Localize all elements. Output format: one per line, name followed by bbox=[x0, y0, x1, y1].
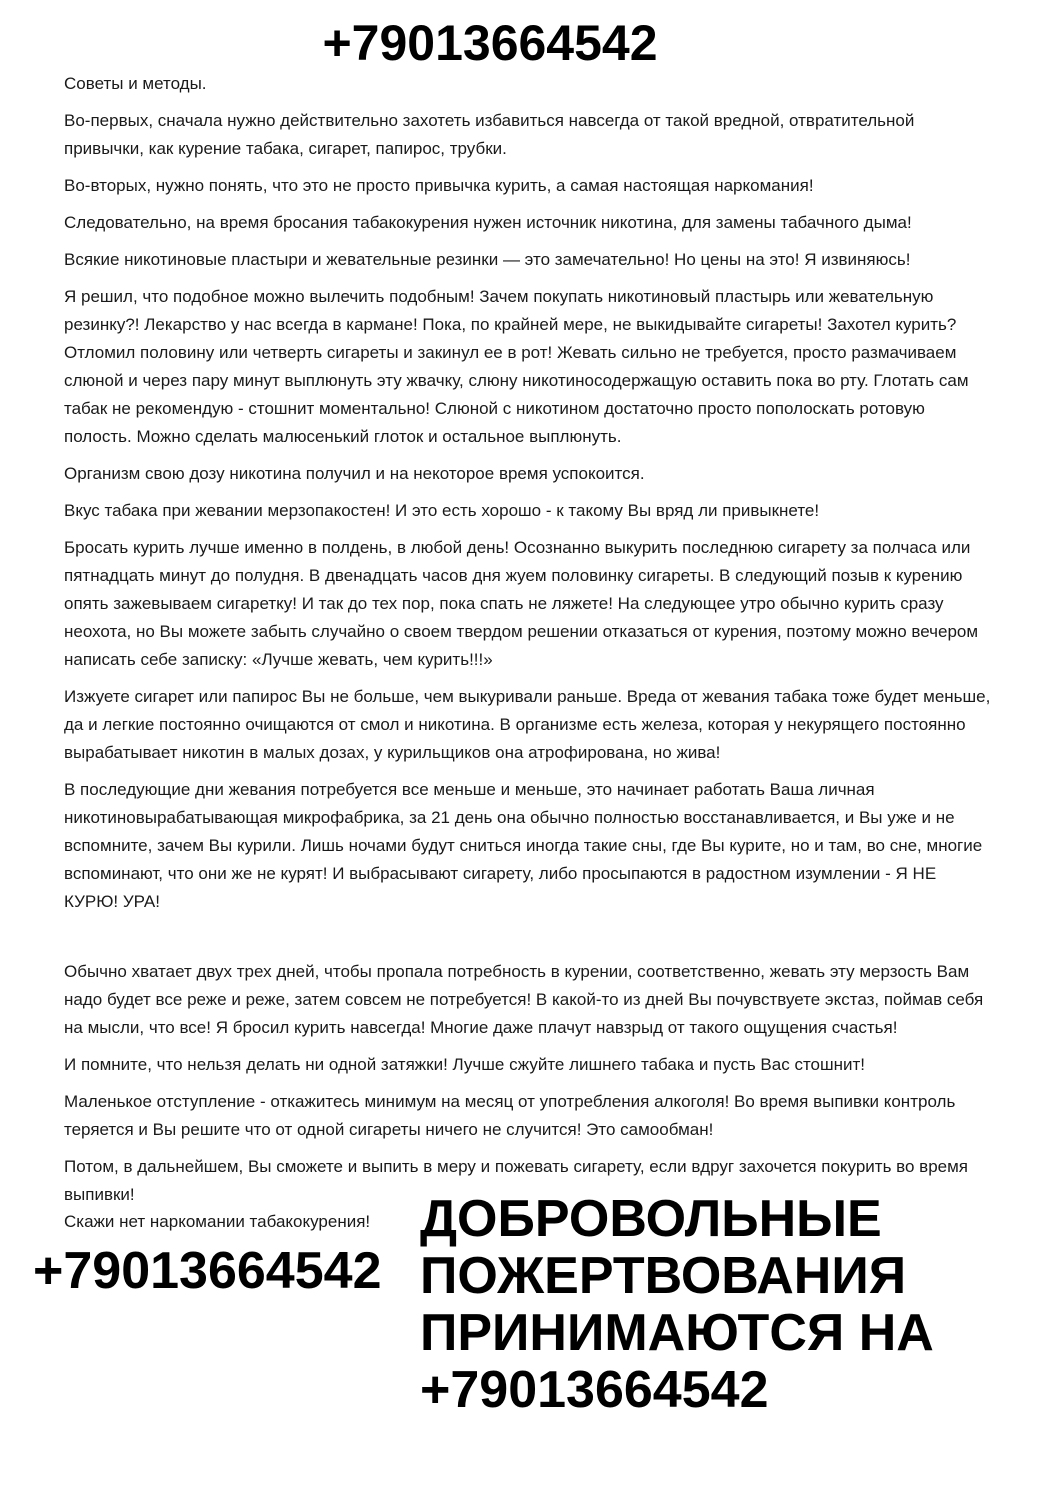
paragraph-patches: Всякие никотиновые пластыри и жевательные резинки — это замечательно! Но цены на это! Я извиняюсь! bbox=[64, 250, 911, 269]
paragraph-taste: Вкус табака при жевании мерзопакостен! И это есть хорошо - к такому Вы вряд ли привыкнете! bbox=[64, 501, 820, 520]
paragraph-intro: Советы и методы. bbox=[64, 74, 207, 93]
paragraph-noon: Бросать курить лучше именно в полдень, в любой день! Осознанно выкурить последнюю сигарету за полчаса или пятнадцать минут до полудня. В двенадцать часов дня жуем половинку сигареты. В следующий позыв к курению опять зажевываем сигаретку! И так до тех пор, пока спать не ляжете! На следующее утро обычно курить сразу неохота, но Вы можете забыть случайно о своем твердом решении отказаться от курения, поэтому можно вечером написать себе записку: «Лучше жевать, чем курить!!!» bbox=[64, 538, 979, 669]
donation-notice bbox=[420, 1191, 934, 1419]
footer-slogan: Скажи нет наркомании табакокурения! bbox=[64, 1212, 371, 1231]
paragraph-organism: Организм свою дозу никотина получил и на некоторое время успокоится. bbox=[64, 464, 645, 483]
paragraph-later: Потом, в дальнейшем, Вы сможете и выпить в меру и пожевать сигарету, если вдруг захочется покурить во время выпивки! bbox=[64, 1157, 969, 1204]
paragraph-remember: И помните, что нельзя делать ни одной затяжки! Лучше сжуйте лишнего табака и пусть Вас стошнит! bbox=[64, 1055, 866, 1074]
donation-line-2: ПОЖЕРТВОВАНИЯ bbox=[420, 1247, 907, 1305]
paragraph-chewing: Изжуете сигарет или папирос Вы не больше, чем выкуривали раньше. Вреда от жевания табака тоже будет меньше, да и легкие постоянно очищаются от смол и никотина. В организме есть железа, которая у некурящего постоянно вырабатывает никотин в малых дозах, у курильщиков она атрофирована, но жива! bbox=[64, 687, 991, 762]
header-phone-number: +79013664542 bbox=[322, 15, 658, 71]
donation-phone-number: +79013664542 bbox=[420, 1361, 769, 1419]
paragraph-method: Я решил, что подобное можно вылечить подобным! Зачем покупать никотиновый пластырь или жевательную резинку?! Лекарство у нас всегда в кармане! Пока, по крайней мере, не выкидывайте сигареты! Захотел курить? Отломил половину или четверть сигареты и закинул ее в рот! Жевать сильно не требуется, просто размачиваем слюной и через пару минут выплюнуть эту жвачку, слюну никотиносодержащую оставить пока во рту. Глотать сам табак не рекомендую - стошнит моментально! Слюной с никотином достаточно просто пополоскать ротовую полость. Можно сделать малюсенький глоток и остальное выплюнуть. bbox=[64, 287, 969, 446]
paragraph-second: Во-вторых, нужно понять, что это не просто привычка курить, а самая настоящая наркомания! bbox=[64, 176, 814, 195]
paragraph-alcohol: Маленькое отступление - откажитесь минимум на месяц от употребления алкоголя! Во время выпивки контроль теряется и Вы решите что от одной сигареты ничего не случится! Это самообман! bbox=[64, 1092, 956, 1139]
donation-line-3: ПРИНИМАЮТСЯ НА bbox=[420, 1304, 934, 1362]
footer-section bbox=[0, 1190, 1060, 1462]
paragraph-first: Во-первых, сначала нужно действительно захотеть избавиться навсегда от такой вредной, отвратительной привычки, как курение табака, сигарет, папирос, трубки. bbox=[64, 111, 915, 158]
paragraph-usually: Обычно хватает двух трех дней, чтобы пропала потребность в курении, соответственно, жевать эту мерзость Вам надо будет все реже и реже, затем совсем не потребуется! В какой-то из дней Вы почувствуете экстаз, поймав себя на мысли, что все! Я бросил курить навсегда! Многие даже плачут навзрыд от такого ощущения счастья! bbox=[64, 962, 984, 1037]
paragraph-following-days: В последующие дни жевания потребуется все меньше и меньше, это начинает работать Ваша личная никотиновырабатывающая микрофабрика, за 21 день она обычно полностью восстанавливается, и Вы уже и не вспомните, зачем Вы курили. Лишь ночами будут сниться иногда такие сны, где Вы курите, но и там, во сне, многие вспоминают, что они же не курят! И выбрасывают сигарету, либо просыпаются в радостном изумлении - Я НЕ КУРЮ! УРА! bbox=[64, 780, 983, 911]
paragraph-consequently: Следовательно, на время бросания табакокурения нужен источник никотина, для замены табачного дыма! bbox=[64, 213, 912, 232]
donation-line-1: ДОБРОВОЛЬНЫЕ bbox=[420, 1190, 882, 1248]
footer-phone-number: +79013664542 bbox=[33, 1242, 382, 1300]
